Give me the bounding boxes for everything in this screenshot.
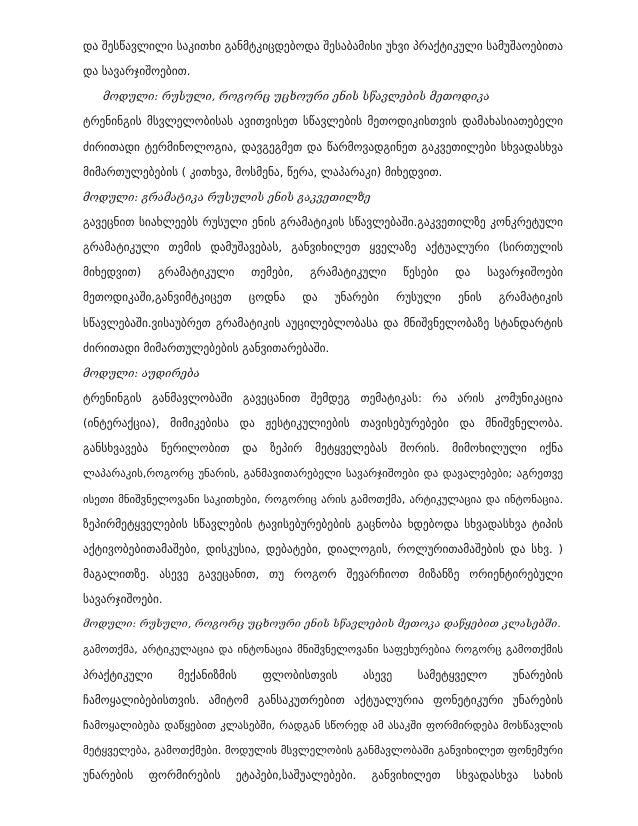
paragraph-line: უნარების ფორმირების ეტაპები,საშუალებები. განვიხილეთ სხვადასხვა სახის [83,768,563,783]
section-heading: მოდული: აუდირება [83,366,200,380]
paragraph-line: ზეპირმეტყველების სწავლების ტავისებურებების გაცნობა ხდებოდა სხვადასხვა ტიპის [83,516,563,531]
paragraph-line: და შესწავლილი საკითხი განმტკიცდებოდა შესაბამისი უხვი პრაქტიკული სამუშაოებითა [83,39,563,53]
document-page [83,34,563,788]
paragraph-line: ლაპარაკის,როგორც უნარის, განმავითარებელი სავარჯიშოები და დავალებები; აგრეთვე [83,467,563,481]
paragraph-line: მეთოდიკაში,განვიმტკიცეთ ცოდნა და უნარები რუსული ენის გრამატიკის [83,290,563,305]
paragraph-line: სავარჯიშოები. [83,592,163,607]
paragraph-line: ძირითადი მიმართულებების განვითარებაში. [83,340,330,355]
paragraph-line: აქტივობებითამაშები, დისკუსია, დებატები, დიალოგის, როლურითამაშების და სხვ. ) [83,541,563,556]
paragraph-line: ჩამოყალიბება დაწყებით კლასებში, რადგან სწორედ ამ ასაკში ფორმირდება მოსწავლის [83,718,563,732]
paragraph-line: განსხვავება წერილობით და ზეპირ მეტყველებას შორის. მიმოხილული იქნა [83,441,563,456]
paragraph-line: მიმართულებების ( კითხვა, მოსმენა, წერა, ლაპარაკი) მიხედვით. [83,164,443,179]
section-heading: მოდული: რუსული, როგორც უცხოური ენის სწავლების მეთოკა დაწყებით კლასებში. [83,618,561,631]
paragraph-line: (ინტერაქცია), მიმიკებისა და ჟესტიკულიების თავისებურებები და მნიშვნელობა. [83,416,563,431]
paragraph-line: ჩამოყალიბებისთვის. ამიტომ განსაკუთრებით აქტუალურია ფონეტიკური უნარების [83,692,563,707]
paragraph-line: გავეცნით სიახლეებს რუსული ენის გრამატიკის სწავლებაში.გაკვეთილზე კონკრეტული [83,214,563,229]
paragraph-line: მეტყველება, გამოთქმები. მოდულის მსვლელობის განმავლობაში განვიხილეთ ფონემური [83,743,563,757]
paragraph-line: პრაქტიკული მექანიზმის ფლობისთვის ასევე სამეტყველო უნარების [83,667,563,682]
paragraph-line: ძირითადი ტერმინოლოგია, დავგეგმეთ და წარმოვადგინეთ გაკვეთილები სხვადასხვა [83,139,563,154]
paragraph-line: გრამატიკული თემის დამუშავებას, განვიხილეთ ყველაზე აქტუალური (სირთულის [83,240,563,255]
paragraph-line: ისეთი მნიშვნელოვანი საკითხები, როგორიც არის გამოთქმა, არტიკულაცია და ინტონაცია. [83,492,563,506]
paragraph-line: გამოთქმა, არტიკულაცია და ინტონაცია მნიშვნელოვანი საფეხურებია როგორც გამოთქმის [83,643,563,657]
paragraph-line: მაგალითზე. ასევე გავეცანით, თუ როგორ შევარჩიოთ მიზანზე ორიენტირებული [83,566,563,581]
section-heading: მოდული: რუსული, როგორც უცხოური ენის სწავლების მეთოდიკა [103,90,490,104]
paragraph-line: მიხედვით) გრამატიკული თემები, გრამატიკული წესები და სავარჯიშოები [83,265,563,280]
paragraph-line: სწავლებაში.ვისაუბრეთ გრამატიკის აუცილებლობასა და მნიშვნელობაზე სტანდარტის [83,315,563,330]
paragraph-line: ტრენინგის განმავლობაში გავეცანით შემდეგ თემატიკას: რა არის კომუნიკაცია [83,390,563,405]
paragraph-line: და სავარჯიშოებით. [83,64,191,79]
section-heading: მოდული: გრამატიკა რუსულის ენის გაკვეთილზე [83,190,371,204]
paragraph-line: ტრენინგის მსვლელობისას ავითვისეთ სწავლების მეთოდიკისთვის დამახასიათებელი [83,114,563,129]
